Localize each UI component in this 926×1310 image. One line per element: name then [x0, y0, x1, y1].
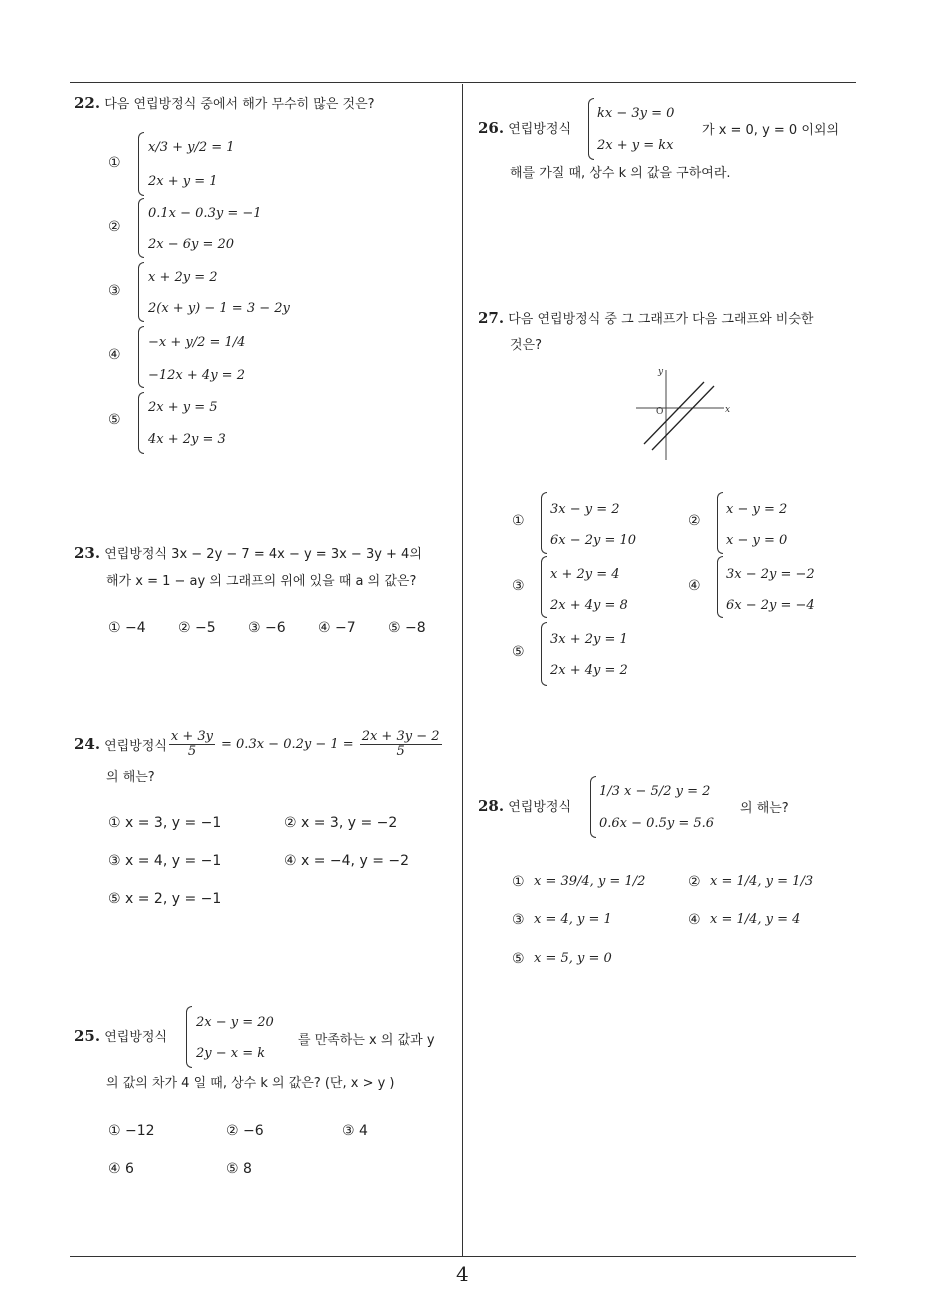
brace: [138, 326, 144, 388]
q24-option-1[interactable]: ① x = 3, y = −1: [108, 815, 222, 831]
equation-2: 0.6x − 0.5y = 5.6: [599, 816, 715, 831]
q27-graph: [630, 364, 740, 464]
equation-2: 2(x + y) − 1 = 3 − 2y: [148, 301, 290, 316]
equation-2: 2x + 4y = 2: [550, 663, 628, 678]
q24-option-3[interactable]: ③ x = 4, y = −1: [108, 853, 222, 869]
fraction-1-numerator: x + 3y: [170, 729, 214, 744]
q25-option-1[interactable]: ① −12: [108, 1123, 155, 1139]
parallel-line-1: [644, 382, 704, 444]
fraction-2: [360, 730, 442, 758]
question-text-line-1: 연립방정식 3x − 2y − 7 = 4x − y = 3x − 3y + 4의: [104, 547, 422, 562]
equation-2: 2x + y = 1: [148, 174, 218, 189]
brace: [717, 492, 723, 554]
column-divider: [462, 84, 463, 1256]
equation-2: 2x + y = kx: [597, 138, 674, 153]
fraction-2-numerator: 2x + 3y − 2: [361, 729, 440, 744]
option-mark: ⑤: [512, 951, 525, 967]
brace: [138, 262, 144, 322]
option-text: x = 1/4, y = 4: [710, 912, 801, 927]
question-24: [74, 730, 444, 758]
equation-1: 1/3 x − 5/2 y = 2: [599, 784, 711, 799]
option-mark: ⑤: [108, 412, 121, 428]
equation-1: 3x − y = 2: [550, 502, 620, 517]
option-text: x = 5, y = 0: [534, 951, 612, 966]
equation-2: −12x + 4y = 2: [148, 368, 245, 383]
equation-1: 0.1x − 0.3y = −1: [148, 206, 262, 221]
question-text-line-1: 다음 연립방정식 중 그 그래프가 다음 그래프와 비슷한: [508, 312, 814, 327]
x-axis-label: x: [725, 405, 731, 415]
question-23: [74, 543, 422, 562]
option-mark: ②: [688, 513, 701, 529]
q24-option-5[interactable]: ⑤ x = 2, y = −1: [108, 891, 222, 907]
brace: [541, 492, 547, 554]
question-text-line-2: 해를 가질 때, 상수 k 의 값을 구하여라.: [510, 166, 731, 181]
option-mark: ⑤: [512, 644, 525, 660]
question-number: 28.: [478, 797, 505, 815]
question-lead: 연립방정식: [104, 738, 167, 754]
q24-option-4[interactable]: ④ x = −4, y = −2: [284, 853, 410, 869]
fraction-1: [169, 730, 215, 758]
question-number: 22.: [74, 94, 101, 112]
question-26: [478, 118, 571, 137]
option-mark: ②: [108, 219, 121, 235]
fraction-2-denominator: 5: [396, 743, 405, 759]
q23-option-2[interactable]: ② −5: [178, 620, 216, 636]
q25-option-3[interactable]: ③ 4: [342, 1123, 368, 1139]
equation-2: 2y − x = k: [196, 1046, 266, 1061]
question-lead: 연립방정식: [104, 1030, 168, 1045]
option-text: x = 1/4, y = 1/3: [710, 874, 814, 889]
equation-2: 4x + 2y = 3: [148, 432, 226, 447]
brace: [717, 556, 723, 618]
brace: [588, 98, 594, 160]
brace: [590, 776, 596, 838]
question-22: [74, 93, 375, 112]
question-text-line-2: 의 값의 차가 4 일 때, 상수 k 의 값은? (단, x > y ): [106, 1076, 395, 1091]
q23-option-5[interactable]: ⑤ −8: [388, 620, 426, 636]
q23-option-1[interactable]: ① −4: [108, 620, 146, 636]
question-text-line-2: 것은?: [510, 338, 543, 353]
option-text: x = 39/4, y = 1/2: [534, 874, 646, 889]
option-mark: ①: [512, 874, 525, 890]
q23-option-3[interactable]: ③ −6: [248, 620, 286, 636]
question-text: 다음 연립방정식 중에서 해가 무수히 많은 것은?: [104, 97, 375, 112]
page-number: 4: [456, 1262, 469, 1286]
brace: [138, 198, 144, 258]
equation-2: 2x + 4y = 8: [550, 598, 628, 613]
origin-label: O: [656, 407, 664, 417]
option-text: x = 4, y = 1: [534, 912, 612, 927]
question-number: 25.: [74, 1027, 101, 1045]
equation-2: 6x − 2y = 10: [550, 533, 637, 548]
question-tail: 의 해는?: [740, 801, 789, 816]
option-mark: ①: [512, 513, 525, 529]
q25-option-5[interactable]: ⑤ 8: [226, 1161, 252, 1177]
option-mark: ②: [688, 874, 701, 890]
equation-1: x − y = 2: [726, 502, 788, 517]
brace: [138, 132, 144, 196]
question-text-line-2: 의 해는?: [106, 770, 155, 785]
equation-1: 3x − 2y = −2: [726, 567, 815, 582]
question-number: 24.: [74, 735, 101, 754]
equation-1: x/3 + y/2 = 1: [148, 140, 235, 155]
middle-expression: = 0.3x − 0.2y − 1 =: [221, 736, 354, 752]
option-mark: ③: [512, 578, 525, 594]
equation-1: x + 2y = 2: [148, 270, 218, 285]
question-tail: 가 x = 0, y = 0 이외의: [702, 123, 840, 138]
equation-2: x − y = 0: [726, 533, 788, 548]
question-27: [478, 308, 813, 327]
q24-option-2[interactable]: ② x = 3, y = −2: [284, 815, 398, 831]
y-axis-label: y: [658, 367, 664, 377]
question-lead: 연립방정식: [508, 800, 572, 815]
equation-2: 6x − 2y = −4: [726, 598, 815, 613]
question-number: 23.: [74, 544, 101, 562]
equation-1: −x + y/2 = 1/4: [148, 335, 246, 350]
q25-option-2[interactable]: ② −6: [226, 1123, 264, 1139]
equation-2: 2x − 6y = 20: [148, 237, 235, 252]
question-number: 27.: [478, 309, 505, 327]
fraction-1-denominator: 5: [187, 743, 197, 759]
parallel-line-2: [652, 386, 714, 450]
question-25: [74, 1026, 167, 1045]
question-number: 26.: [478, 119, 505, 137]
option-mark: ③: [108, 283, 121, 299]
option-mark: ③: [512, 912, 525, 928]
option-mark: ④: [688, 578, 701, 594]
question-text-line-2: 해가 x = 1 − ay 의 그래프의 위에 있을 때 a 의 값은?: [106, 574, 417, 589]
question-tail: 를 만족하는 x 의 값과 y: [298, 1033, 435, 1048]
question-lead: 연립방정식: [508, 122, 572, 137]
brace: [541, 622, 547, 686]
equation-1: 3x + 2y = 1: [550, 632, 628, 647]
option-mark: ④: [108, 347, 121, 363]
equation-1: x + 2y = 4: [550, 567, 620, 582]
equation-1: kx − 3y = 0: [597, 106, 675, 121]
q23-option-4[interactable]: ④ −7: [318, 620, 356, 636]
brace: [138, 392, 144, 454]
brace: [186, 1006, 192, 1068]
option-mark: ④: [688, 912, 701, 928]
brace: [541, 556, 547, 618]
equation-1: 2x − y = 20: [196, 1015, 274, 1030]
q25-option-4[interactable]: ④ 6: [108, 1161, 134, 1177]
equation-1: 2x + y = 5: [148, 400, 218, 415]
question-28: [478, 796, 571, 815]
bottom-rule: [70, 1256, 856, 1257]
option-mark: ①: [108, 155, 121, 171]
top-rule: [70, 82, 856, 83]
